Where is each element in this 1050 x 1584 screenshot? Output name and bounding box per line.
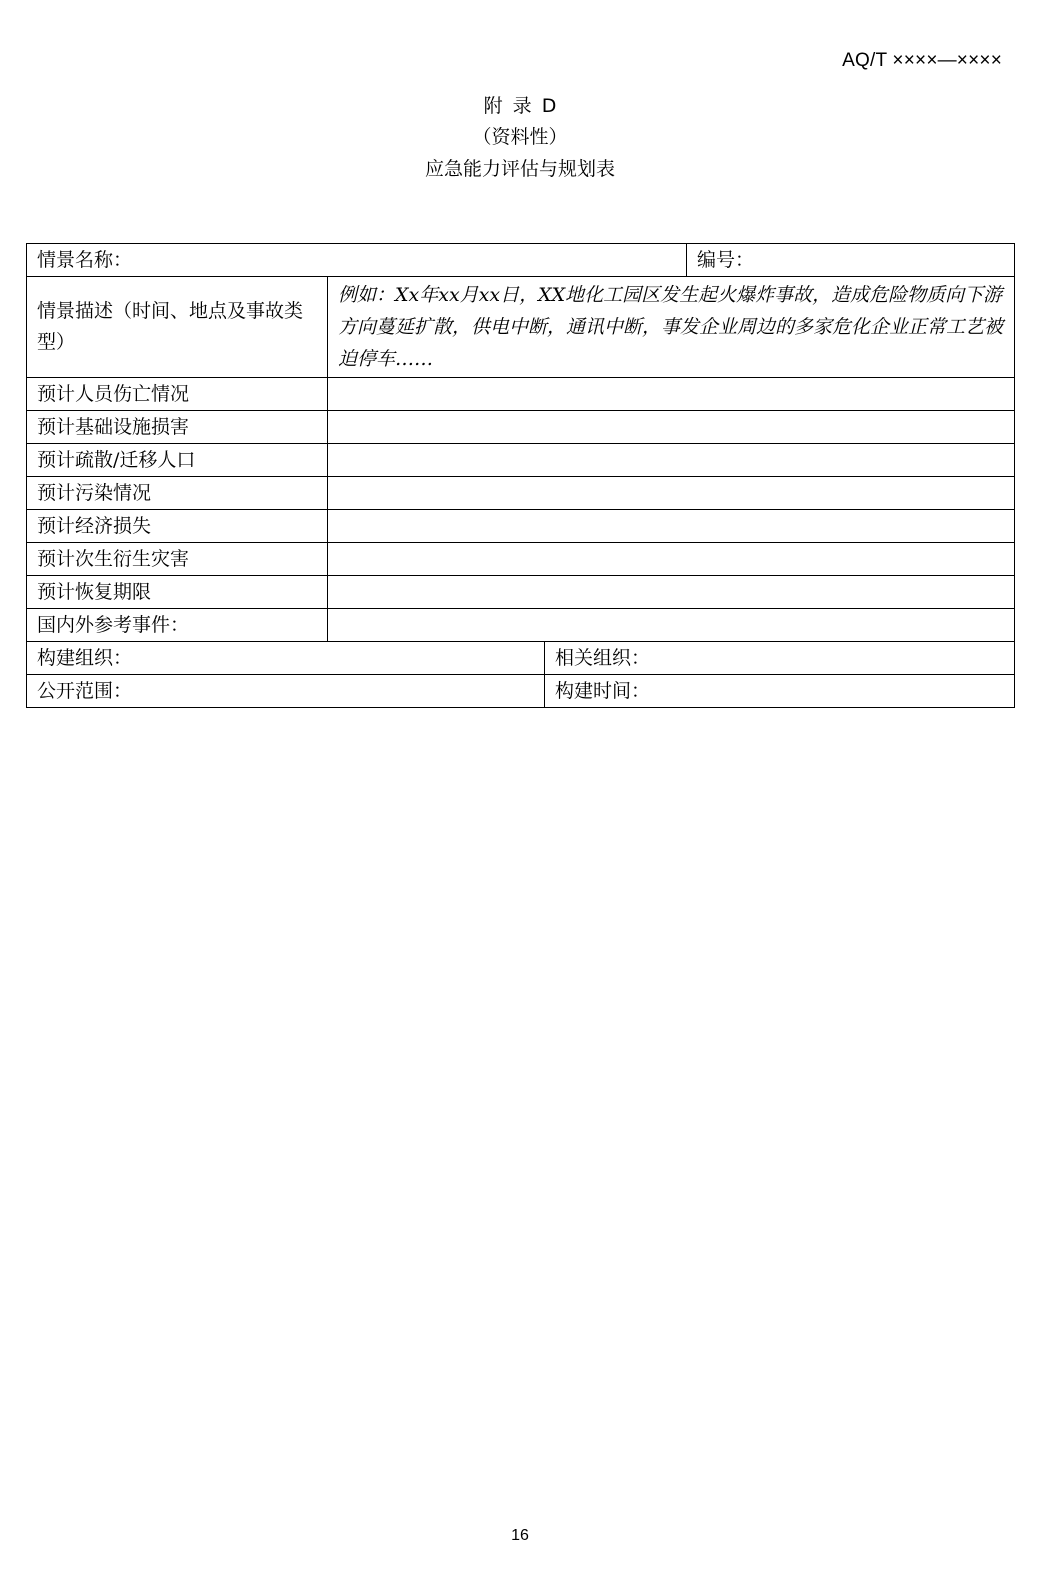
scenario-name-cell[interactable]: 情景名称：: [27, 244, 687, 277]
organization-cell[interactable]: 构建组织：: [27, 642, 545, 675]
row-label: 预计疏散/迁移人口: [27, 444, 328, 477]
table-row: [27, 378, 1015, 411]
row-value[interactable]: [328, 510, 1015, 543]
organization-row: [27, 642, 1015, 675]
table-row: [27, 576, 1015, 609]
row-value[interactable]: [328, 378, 1015, 411]
standard-code: AQ/T ××××—××××: [842, 50, 1002, 71]
row-value[interactable]: [328, 543, 1015, 576]
number-cell[interactable]: 编号：: [687, 244, 1015, 277]
row-label: 预计人员伤亡情况: [27, 378, 328, 411]
table-row: [27, 444, 1015, 477]
page-title: 应急能力评估与规划表: [424, 158, 615, 180]
row-value[interactable]: [328, 576, 1015, 609]
scenario-name-row: [27, 244, 1015, 277]
row-label: 国内外参考事件：: [27, 609, 328, 642]
row-value[interactable]: [328, 477, 1015, 510]
table-row: [27, 609, 1015, 642]
assessment-form-table: [26, 243, 1015, 708]
public-scope-cell[interactable]: 公开范围：: [27, 675, 545, 708]
row-value[interactable]: [328, 609, 1015, 642]
appendix-nature: （资料性）: [472, 126, 568, 148]
row-label: 预计经济损失: [27, 510, 328, 543]
table-row: [27, 411, 1015, 444]
row-label: 预计恢复期限: [27, 576, 328, 609]
description-example[interactable]: 例如：Xx年xx月xx日，XX地化工园区发生起火爆炸事故，造成危险物质向下游方向蔓延扩散，供电中断，通讯中断，事发企业周边的多家危化企业正常工艺被迫停车……: [328, 277, 1015, 378]
scope-row: [27, 675, 1015, 708]
description-label: 情景描述（时间、地点及事故类型）: [27, 277, 328, 378]
row-label: 预计污染情况: [27, 477, 328, 510]
row-value[interactable]: [328, 411, 1015, 444]
row-value[interactable]: [328, 444, 1015, 477]
row-label: 预计基础设施损害: [27, 411, 328, 444]
table-row: [27, 543, 1015, 576]
description-row: [27, 277, 1015, 378]
table-row: [27, 477, 1015, 510]
build-time-cell[interactable]: 构建时间：: [545, 675, 1015, 708]
table-row: [27, 510, 1015, 543]
row-label: 预计次生衍生灾害: [27, 543, 328, 576]
appendix-label: 附 录 D: [483, 95, 557, 117]
page-number: 16: [511, 1527, 529, 1544]
related-organization-cell[interactable]: 相关组织：: [545, 642, 1015, 675]
